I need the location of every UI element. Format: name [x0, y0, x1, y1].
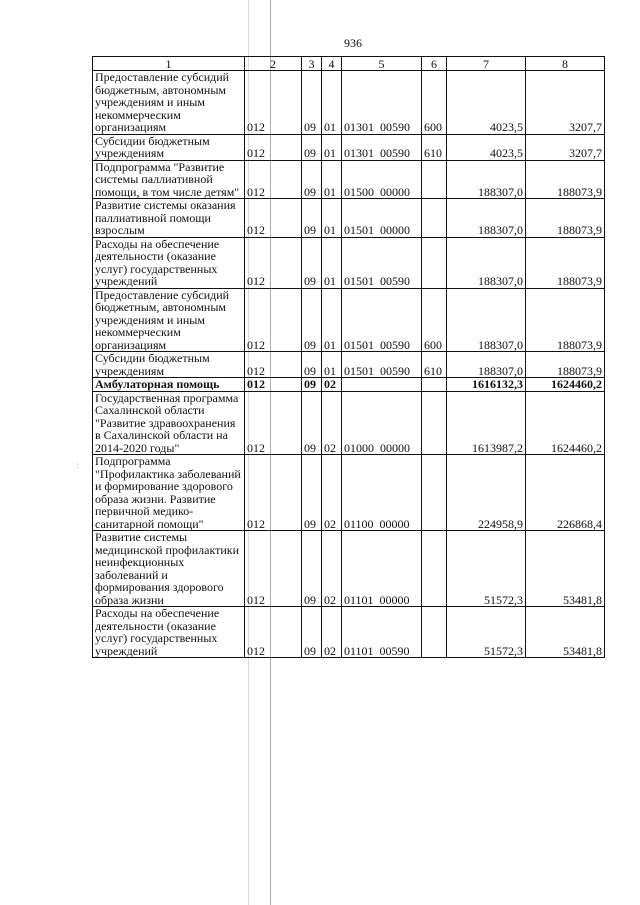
- row-target-article: 01501 00000: [342, 199, 422, 238]
- row-ved-code: 012: [245, 199, 302, 238]
- row-name: Амбулаторная помощь: [93, 378, 245, 392]
- table-row: [93, 71, 605, 135]
- margin-mark: :: [76, 460, 79, 470]
- row-expense-type: 610: [422, 134, 447, 160]
- row-ved-code: 012: [245, 160, 302, 199]
- row-amount-1: 224958,9: [447, 455, 526, 531]
- row-target-article: 01301 00590: [342, 134, 422, 160]
- table-row: [93, 134, 605, 160]
- table-body: [93, 71, 605, 658]
- row-ved-code: 012: [245, 352, 302, 378]
- row-section-code: 09: [302, 237, 322, 288]
- row-name: Расходы на обеспечение деятельности (оказание услуг) государственных учреждений: [93, 607, 245, 658]
- row-amount-1: 4023,5: [447, 71, 526, 135]
- row-target-article: 01100 00000: [342, 455, 422, 531]
- row-ved-code: 012: [245, 134, 302, 160]
- row-name: Развитие системы медицинской профилактики неинфекционных заболеваний и формирования здорового образа жизни: [93, 531, 245, 607]
- row-name: Развитие системы оказания паллиативной помощи взрослым: [93, 199, 245, 238]
- row-amount-1: 4023,5: [447, 134, 526, 160]
- header-col-6: 6: [422, 57, 447, 71]
- row-target-article: [342, 378, 422, 392]
- row-ved-code: 012: [245, 607, 302, 658]
- row-target-article: 01000 00000: [342, 391, 422, 455]
- row-section-code: 09: [302, 288, 322, 352]
- row-expense-type: [422, 199, 447, 238]
- row-amount-2: 188073,9: [526, 199, 605, 238]
- row-section-code: 09: [302, 160, 322, 199]
- table-row: [93, 237, 605, 288]
- row-section-code: 09: [302, 391, 322, 455]
- row-target-article: 01101 00590: [342, 607, 422, 658]
- table-row: [93, 352, 605, 378]
- row-amount-2: 3207,7: [526, 71, 605, 135]
- header-col-3: 3: [302, 57, 322, 71]
- row-section-code: 09: [302, 607, 322, 658]
- row-subsection-code: 01: [322, 237, 342, 288]
- table-row: [93, 607, 605, 658]
- row-amount-1: 188307,0: [447, 199, 526, 238]
- header-col-2: 2: [245, 57, 302, 71]
- table-row: [93, 378, 605, 392]
- row-amount-1: 51572,3: [447, 531, 526, 607]
- row-subsection-code: 01: [322, 352, 342, 378]
- budget-table: [92, 56, 605, 658]
- row-section-code: 09: [302, 199, 322, 238]
- row-section-code: 09: [302, 352, 322, 378]
- row-subsection-code: 01: [322, 160, 342, 199]
- row-ved-code: 012: [245, 391, 302, 455]
- row-name: Предоставление субсидий бюджетным, автономным учреждениям и иным некоммерческим организациям: [93, 288, 245, 352]
- row-amount-2: 1624460,2: [526, 391, 605, 455]
- column-number-row: [93, 57, 605, 71]
- row-amount-2: 53481,8: [526, 607, 605, 658]
- row-name: Государственная программа Сахалинской области "Развитие здравоохранения в Сахалинской области на 2014-2020 годы": [93, 391, 245, 455]
- table-row: [93, 455, 605, 531]
- row-subsection-code: 02: [322, 378, 342, 392]
- row-subsection-code: 01: [322, 134, 342, 160]
- row-ved-code: 012: [245, 71, 302, 135]
- row-subsection-code: 02: [322, 455, 342, 531]
- header-col-1: 1: [93, 57, 245, 71]
- row-expense-type: [422, 378, 447, 392]
- header-col-8: 8: [526, 57, 605, 71]
- row-expense-type: [422, 607, 447, 658]
- row-expense-type: [422, 391, 447, 455]
- row-subsection-code: 02: [322, 391, 342, 455]
- row-target-article: 01501 00590: [342, 352, 422, 378]
- row-subsection-code: 01: [322, 71, 342, 135]
- row-expense-type: 610: [422, 352, 447, 378]
- row-ved-code: 012: [245, 237, 302, 288]
- header-col-7: 7: [447, 57, 526, 71]
- row-name: Подпрограмма "Развитие системы паллиативной помощи, в том числе детям": [93, 160, 245, 199]
- row-amount-2: 226868,4: [526, 455, 605, 531]
- row-expense-type: 600: [422, 71, 447, 135]
- row-ved-code: 012: [245, 531, 302, 607]
- row-expense-type: [422, 531, 447, 607]
- row-amount-2: 188073,9: [526, 288, 605, 352]
- row-subsection-code: 01: [322, 199, 342, 238]
- row-target-article: 01500 00000: [342, 160, 422, 199]
- row-name: Подпрограмма "Профилактика заболеваний и формирование здорового образа жизни. Развитие первичной медико-санитарной помощи": [93, 455, 245, 531]
- row-expense-type: 600: [422, 288, 447, 352]
- table-row: [93, 160, 605, 199]
- table-row: [93, 531, 605, 607]
- row-section-code: 09: [302, 71, 322, 135]
- row-amount-1: 1613987,2: [447, 391, 526, 455]
- row-amount-1: 188307,0: [447, 237, 526, 288]
- row-amount-1: 51572,3: [447, 607, 526, 658]
- row-section-code: 09: [302, 531, 322, 607]
- row-name: Субсидии бюджетным учреждениям: [93, 352, 245, 378]
- row-amount-1: 188307,0: [447, 160, 526, 199]
- row-ved-code: 012: [245, 288, 302, 352]
- row-subsection-code: 02: [322, 531, 342, 607]
- row-amount-2: 188073,9: [526, 352, 605, 378]
- row-name: Субсидии бюджетным учреждениям: [93, 134, 245, 160]
- row-target-article: 01301 00590: [342, 71, 422, 135]
- row-amount-2: 1624460,2: [526, 378, 605, 392]
- row-amount-2: 188073,9: [526, 237, 605, 288]
- table-row: [93, 391, 605, 455]
- row-target-article: 01101 00000: [342, 531, 422, 607]
- row-name: Расходы на обеспечение деятельности (оказание услуг) государственных учреждений: [93, 237, 245, 288]
- header-col-4: 4: [322, 57, 342, 71]
- row-expense-type: [422, 160, 447, 199]
- header-col-5: 5: [342, 57, 422, 71]
- row-ved-code: 012: [245, 455, 302, 531]
- row-amount-1: 1616132,3: [447, 378, 526, 392]
- row-section-code: 09: [302, 378, 322, 392]
- row-expense-type: [422, 237, 447, 288]
- row-expense-type: [422, 455, 447, 531]
- row-amount-2: 53481,8: [526, 531, 605, 607]
- row-amount-1: 188307,0: [447, 352, 526, 378]
- row-section-code: 09: [302, 455, 322, 531]
- row-amount-1: 188307,0: [447, 288, 526, 352]
- row-subsection-code: 02: [322, 607, 342, 658]
- row-amount-2: 188073,9: [526, 160, 605, 199]
- row-subsection-code: 01: [322, 288, 342, 352]
- row-name: Предоставление субсидий бюджетным, автономным учреждениям и иным некоммерческим организациям: [93, 71, 245, 135]
- row-target-article: 01501 00590: [342, 237, 422, 288]
- row-ved-code: 012: [245, 378, 302, 392]
- row-amount-2: 3207,7: [526, 134, 605, 160]
- row-target-article: 01501 00590: [342, 288, 422, 352]
- page-number: 936: [344, 36, 362, 50]
- table-row: [93, 288, 605, 352]
- table-row: [93, 199, 605, 238]
- row-section-code: 09: [302, 134, 322, 160]
